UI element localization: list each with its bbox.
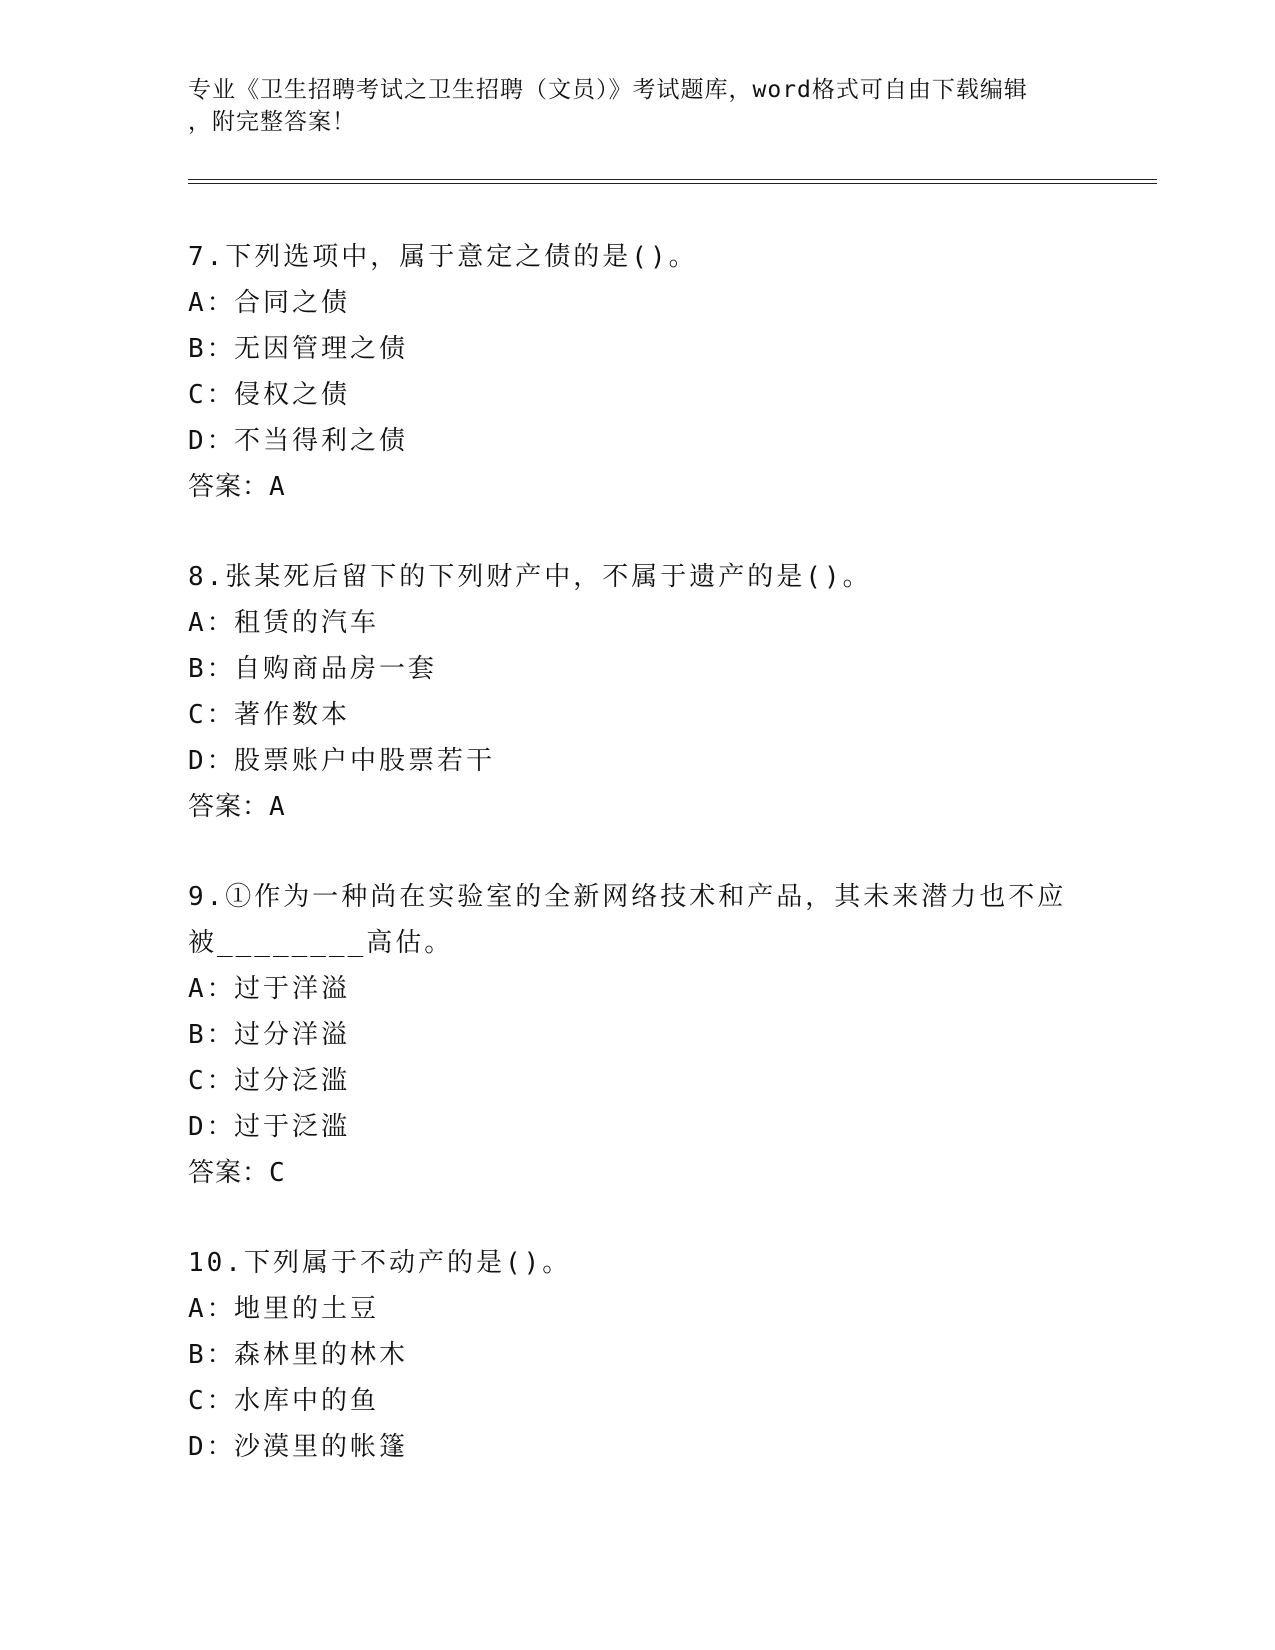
option-key: B： — [188, 1020, 236, 1050]
option-key: A： — [188, 288, 236, 318]
option-a — [188, 1286, 1088, 1332]
option-text: 森林里的林木 — [234, 1340, 409, 1370]
option-d — [188, 418, 1088, 464]
option-text: 地里的土豆 — [234, 1294, 380, 1324]
option-text: 侵权之债 — [234, 380, 351, 410]
option-c — [188, 1058, 1088, 1104]
question-9 — [188, 874, 1088, 1196]
header-line-2: ，附完整答案！ — [188, 109, 356, 135]
option-key: B： — [188, 334, 236, 364]
question-stem: 8.张某死后留下的下列财产中，不属于遗产的是()。 — [188, 562, 872, 592]
question-10 — [188, 1240, 1088, 1470]
option-d — [188, 1104, 1088, 1150]
option-text: 自购商品房一套 — [234, 654, 438, 684]
option-b — [188, 1012, 1088, 1058]
question-7 — [188, 234, 1088, 510]
option-b — [188, 326, 1088, 372]
option-text: 股票账户中股票若干 — [234, 746, 496, 776]
answer-line: 答案：C — [188, 1158, 286, 1188]
question-stem: 9.①作为一种尚在实验室的全新网络技术和产品，其未来潜力也不应被________高估。 — [188, 882, 1067, 958]
option-text: 著作数本 — [234, 700, 351, 730]
option-key: B： — [188, 1340, 236, 1370]
option-text: 不当得利之债 — [234, 426, 409, 456]
answer-line: 答案：A — [188, 472, 286, 502]
option-text: 过分洋溢 — [234, 1020, 351, 1050]
option-text: 过于洋溢 — [234, 974, 351, 1004]
header-line-1: 专业《卫生招聘考试之卫生招聘（文员）》考试题库，word格式可自由下载编辑 — [188, 77, 1028, 103]
answer-line: 答案：A — [188, 792, 286, 822]
option-b — [188, 1332, 1088, 1378]
option-text: 水库中的鱼 — [234, 1386, 380, 1416]
option-key: A： — [188, 974, 236, 1004]
option-text: 合同之债 — [234, 288, 351, 318]
option-a — [188, 280, 1088, 326]
option-key: D： — [188, 1112, 236, 1142]
option-text: 租赁的汽车 — [234, 608, 380, 638]
option-key: D： — [188, 426, 236, 456]
option-b — [188, 646, 1088, 692]
option-c — [188, 692, 1088, 738]
option-key: B： — [188, 654, 236, 684]
option-a — [188, 600, 1088, 646]
question-stem: 7.下列选项中，属于意定之债的是()。 — [188, 242, 698, 272]
option-text: 过分泛滥 — [234, 1066, 351, 1096]
question-stem: 10.下列属于不动产的是()。 — [188, 1248, 572, 1278]
option-text: 沙漠里的帐篷 — [234, 1432, 409, 1462]
option-d — [188, 1424, 1088, 1470]
header-divider — [188, 179, 1157, 184]
option-a — [188, 966, 1088, 1012]
option-text: 过于泛滥 — [234, 1112, 351, 1142]
option-key: C： — [188, 700, 236, 730]
option-key: C： — [188, 380, 236, 410]
option-c — [188, 372, 1088, 418]
option-key: A： — [188, 1294, 236, 1324]
option-key: D： — [188, 1432, 236, 1462]
option-key: C： — [188, 1066, 236, 1096]
option-key: A： — [188, 608, 236, 638]
option-key: C： — [188, 1386, 236, 1416]
document-header — [188, 74, 1068, 138]
option-c — [188, 1378, 1088, 1424]
option-d — [188, 738, 1088, 784]
option-key: D： — [188, 746, 236, 776]
option-text: 无因管理之债 — [234, 334, 409, 364]
question-8 — [188, 554, 1088, 830]
